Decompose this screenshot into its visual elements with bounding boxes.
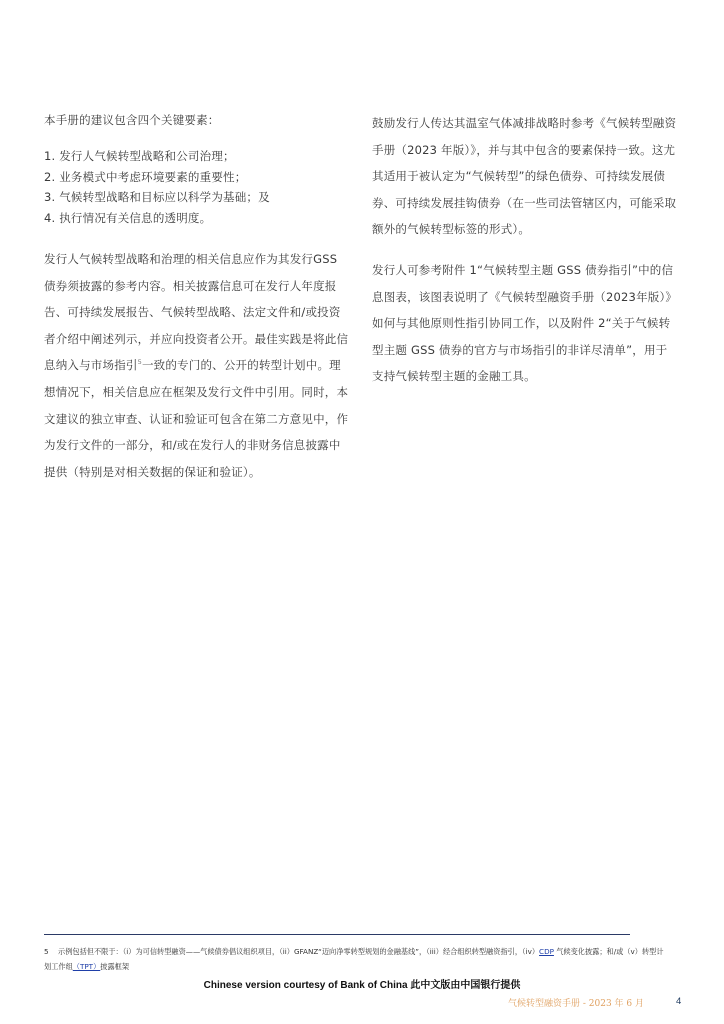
intro-text: 本手册的建议包含四个关键要素： bbox=[44, 113, 220, 127]
page-number: 4 bbox=[676, 996, 682, 1007]
disclosure-paragraph bbox=[44, 246, 352, 485]
list-item: 4. 执行情况有关信息的透明度。 bbox=[44, 210, 212, 225]
left-column bbox=[44, 110, 352, 485]
courtesy-line: Chinese version courtesy of Bank of China 此中文版由中国银行提供 bbox=[203, 980, 521, 991]
right-paragraph-2: 发行人可参考附件 1“气候转型主题 GSS 债券指引”中的信息图表，该图表说明了《气候转型融资手册（2023年版）》如何与其他原则性指引协同工作，以及附件 2“关于气候转型主题 GSS 债券的官方与市场指引的非详尽清单”，用于支持气候转型主题的金融工具。 bbox=[372, 262, 678, 384]
cdp-link[interactable]: CDP bbox=[539, 947, 554, 956]
footnote-number: 5 bbox=[44, 947, 49, 956]
key-elements-list bbox=[44, 146, 352, 228]
disclosure-text-b: 一致的专门的、公开的转型计划中。理想情况下，相关信息应在框架及发行文件中引用。同时，本文建议的独立审查、认证和验证可包含在第二方意见中，作为发行文件的一部分，和/或在发行人的非财务信息披露中提供（特别是对相关数据的保证和验证）。 bbox=[44, 358, 349, 479]
disclosure-text-a: 发行人气候转型战略和治理的相关信息应作为其发行GSS 债券须披露的参考内容。相关披露信息可在发行人年度报告、可持续发展报告、气候转型战略、法定文件和/或投资者介绍中阐述列示，并应向投资者公开。最佳实践是将此信息纳入与市场指引 bbox=[44, 252, 349, 373]
right-column bbox=[372, 110, 678, 390]
footnote-reference[interactable]: 5 bbox=[137, 358, 142, 367]
list-item: 2. 业务模式中考虑环境要素的重要性； bbox=[44, 169, 247, 184]
list-item: 1. 发行人气候转型战略和公司治理； bbox=[44, 149, 235, 163]
footnote-text-b: 气候变化披露；和/或（v）转型计划工作组 bbox=[44, 947, 664, 971]
footer-document-title: 气候转型融资手册 - 2023 年 6 月 bbox=[508, 999, 644, 1009]
footnote-text-c: 披露框架 bbox=[100, 962, 130, 971]
footnote-divider bbox=[44, 934, 630, 935]
right-paragraph-1: 鼓励发行人传达其温室气体减排战略时参考《气候转型融资手册（2023 年版）》，并与其中包含的要素保持一致。这尤其适用于被认定为“气候转型”的绿色债券、可持续发展债券、可持续发展挂钩债券（在一些司法管辖区内，可能采取额外的气候转型标签的形式）。 bbox=[372, 116, 677, 237]
tpt-link[interactable]: （TPT） bbox=[72, 962, 101, 971]
list-item: 3. 气候转型战略和目标应以科学为基础；及 bbox=[44, 190, 270, 204]
footnote-text-a: 示例包括但不限于：（i）为可信转型融资——气候债券倡议组织项目，（ii）GFANZ“迈向净零转型规划的金融基线”，（iii）经合组织转型融资指引，（iv） bbox=[58, 947, 540, 956]
footnote bbox=[44, 944, 664, 974]
